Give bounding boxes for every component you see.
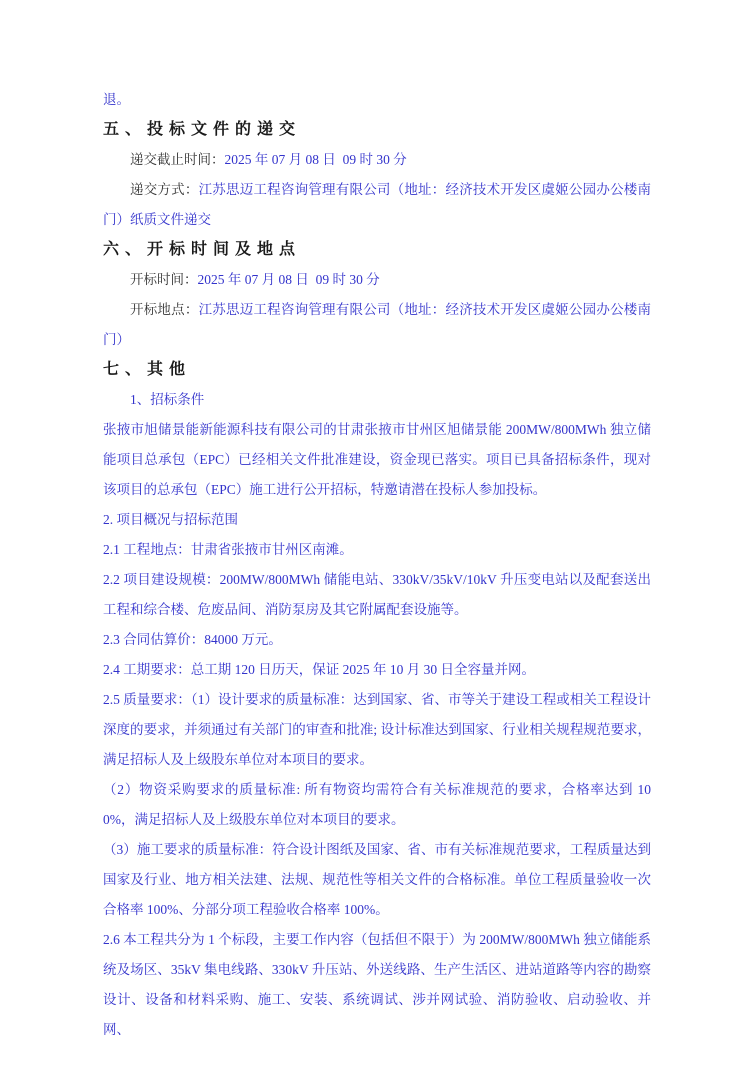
paragraph bbox=[103, 85, 651, 115]
text-run: 2.1 工程地点：甘肃省张掖市甘州区南滩。 bbox=[103, 542, 353, 557]
text-run: 递交方式： bbox=[130, 182, 199, 197]
text-run: 2.6 本工程共分为 1 个标段，主要工作内容（包括但不限于）为 200MW/800MWh 独立储能系统及场区、35kV 集电线路、330kV 升压站、外送线路、生产生活区、进站道路等内容的勘察设计、设备和材料采购、施工、安装、系统调试、涉并网试验、消防验收、启动验收、并网、 bbox=[103, 932, 651, 1037]
text-run: 2. 项目概况与招标范围 bbox=[103, 512, 238, 527]
text-run: （3）施工要求的质量标准：符合设计图纸及国家、省、市有关标准规范要求，工程质量达到国家及行业、地方相关法建、法规、规范性等相关文件的合格标准。单位工程质量验收一次合格率 100%、分部分项工程验收合格率 100%。 bbox=[103, 842, 651, 917]
paragraph bbox=[103, 775, 651, 835]
paragraph bbox=[103, 295, 651, 355]
text-run: 2.3 合同估算价：84000 万元。 bbox=[103, 632, 282, 647]
paragraph bbox=[103, 565, 651, 625]
paragraph bbox=[103, 925, 651, 1045]
paragraph bbox=[103, 145, 651, 175]
text-run: 五、投标文件的递交 bbox=[103, 121, 302, 138]
text-run: （2）物资采购要求的质量标准: 所有物资均需符合有关标准规范的要求，合格率达到 100%，满足招标人及上级股东单位对本项目的要求。 bbox=[103, 782, 651, 827]
paragraph bbox=[103, 835, 651, 925]
text-run: 1、招标条件 bbox=[130, 392, 205, 407]
paragraph bbox=[103, 505, 651, 535]
text-run: 江苏思迈工程咨询管理有限公司（地址：经济技术开发区虞姬公园办公楼南门）纸质文件递交 bbox=[103, 182, 652, 227]
section-heading bbox=[103, 115, 651, 145]
section-heading bbox=[103, 235, 651, 265]
text-run: 递交截止时间： bbox=[130, 152, 225, 167]
text-run: 张掖市旭储景能新能源科技有限公司的甘肃张掖市甘州区旭储景能 200MW/800MWh 独立储能项目总承包（EPC）已经相关文件批准建设，资金现已落实。项目已具备招标条件，现对该项目的总承包（EPC）施工进行公开招标，特邀请潜在投标人参加投标。 bbox=[103, 422, 651, 497]
paragraph bbox=[103, 535, 651, 565]
text-run: 2025 年 07 月 08 日 09 时 30 分 bbox=[197, 272, 380, 287]
text-run: 开标时间： bbox=[130, 272, 198, 287]
text-run: 退。 bbox=[103, 92, 130, 107]
paragraph bbox=[103, 175, 651, 235]
text-run: 2.2 项目建设规模：200MW/800MWh 储能电站、330kV/35kV/10kV 升压变电站以及配套送出工程和综合楼、危废品间、消防泵房及其它附属配套设施等。 bbox=[103, 572, 651, 617]
text-run: 开标地点： bbox=[130, 302, 199, 317]
section-heading bbox=[103, 355, 651, 385]
text-run: 2.4 工期要求：总工期 120 日历天，保证 2025 年 10 月 30 日全容量并网。 bbox=[103, 662, 535, 677]
paragraph bbox=[103, 655, 651, 685]
text-run: 2025 年 07 月 08 日 09 时 30 分 bbox=[224, 152, 407, 167]
text-run: 2.5 质量要求：（1）设计要求的质量标准：达到国家、省、市等关于建设工程或相关工程设计深度的要求，并须通过有关部门的审查和批准; 设计标准达到国家、行业相关规程规范要求，满足招标人及上级股东单位对本项目的要求。 bbox=[103, 692, 651, 767]
paragraph bbox=[103, 415, 651, 505]
paragraph bbox=[103, 625, 651, 655]
paragraph bbox=[103, 265, 651, 295]
paragraph bbox=[103, 685, 651, 775]
text-run: 六、开标时间及地点 bbox=[103, 241, 302, 258]
paragraph bbox=[103, 385, 651, 415]
text-run: 江苏思迈工程咨询管理有限公司（地址：经济技术开发区虞姬公园办公楼南门） bbox=[103, 302, 652, 347]
text-run: 七、其他 bbox=[103, 361, 192, 378]
